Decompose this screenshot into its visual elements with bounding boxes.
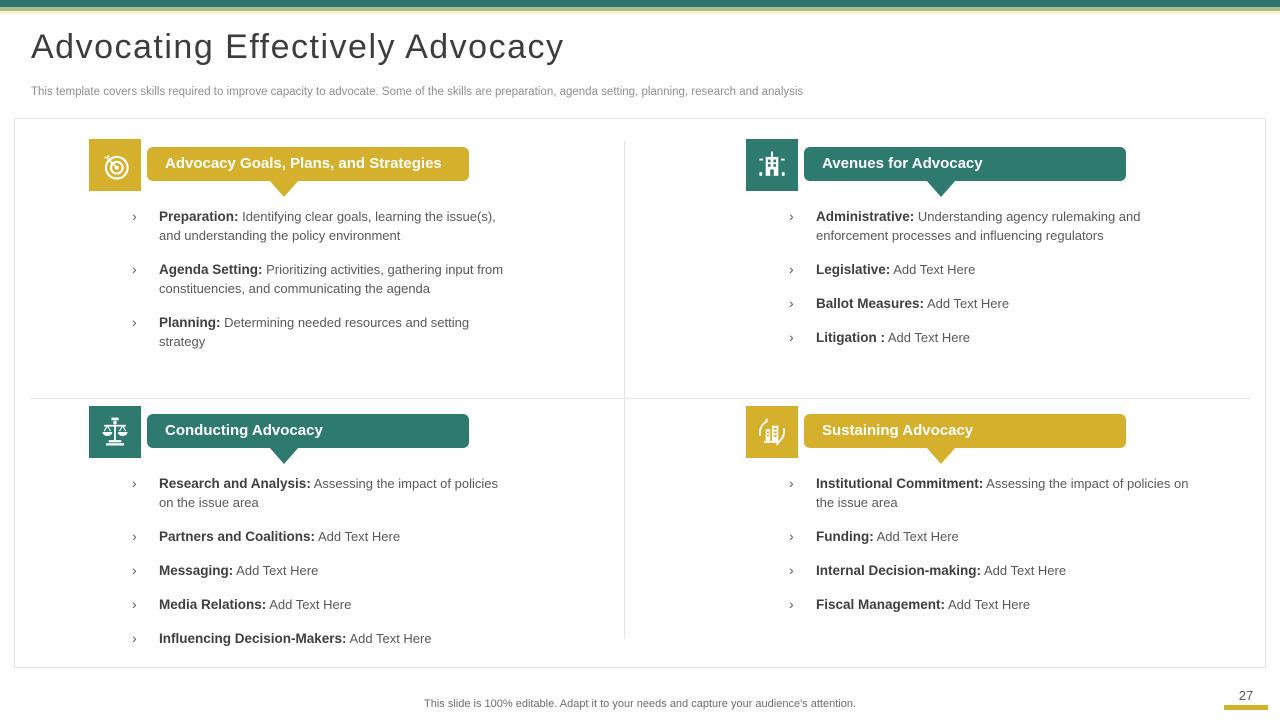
chevron-bullet-icon: › — [132, 562, 137, 578]
quadrant-sustaining — [746, 406, 1246, 629]
page-number-underline — [1224, 705, 1268, 710]
chevron-bullet-icon: › — [789, 562, 794, 578]
list-item — [132, 629, 589, 648]
quadrant-advocacy-goals — [89, 139, 589, 366]
chevron-bullet-icon: › — [789, 295, 794, 311]
government-building-icon — [746, 139, 798, 191]
quadrant-header — [89, 139, 589, 191]
chevron-bullet-icon: › — [789, 208, 794, 224]
list-item-text: Internal Decision-making: Add Text Here — [816, 563, 1067, 578]
top-teal-bar — [0, 0, 1280, 7]
chevron-bullet-icon: › — [789, 596, 794, 612]
sustainable-building-icon — [746, 406, 798, 458]
list-item — [132, 527, 589, 546]
list-item — [789, 260, 1246, 279]
bullet-list — [746, 474, 1246, 614]
bullet-list — [746, 207, 1246, 347]
list-item-text: Messaging: Add Text Here — [159, 563, 319, 578]
list-item-text: Partners and Coalitions: Add Text Here — [159, 529, 401, 544]
list-item-text: Preparation: Identifying clear goals, learning the issue(s), and understanding the policy environment — [159, 209, 496, 243]
chevron-bullet-icon: › — [132, 528, 137, 544]
list-item — [132, 207, 589, 245]
list-item-text: Planning: Determining needed resources and setting strategy — [159, 315, 470, 349]
list-item-text: Legislative: Add Text Here — [816, 262, 976, 277]
quadrant-header — [746, 406, 1246, 458]
scales-of-justice-icon — [89, 406, 141, 458]
list-item — [132, 313, 589, 351]
quadrant-header — [746, 139, 1246, 191]
section-banner: Sustaining Advocacy — [804, 414, 1126, 448]
list-item — [132, 474, 589, 512]
page-number: 27 — [1238, 688, 1254, 703]
list-item — [789, 474, 1246, 512]
list-item-text: Media Relations: Add Text Here — [159, 597, 352, 612]
content-panel — [14, 118, 1266, 668]
chevron-bullet-icon: › — [789, 261, 794, 277]
horizontal-divider — [31, 398, 1251, 399]
chevron-bullet-icon: › — [789, 329, 794, 345]
list-item — [789, 328, 1246, 347]
vertical-divider — [624, 141, 625, 639]
bullet-list — [89, 474, 589, 648]
section-banner: Conducting Advocacy — [147, 414, 469, 448]
list-item — [132, 561, 589, 580]
bullet-list — [89, 207, 589, 351]
quadrant-conducting — [89, 406, 589, 663]
list-item-text: Ballot Measures: Add Text Here — [816, 296, 1010, 311]
list-item — [789, 561, 1246, 580]
list-item — [132, 260, 589, 298]
target-icon — [89, 139, 141, 191]
list-item-text: Research and Analysis: Assessing the impact of policies on the issue area — [159, 476, 498, 510]
chevron-bullet-icon: › — [132, 630, 137, 646]
quadrant-header — [89, 406, 589, 458]
section-banner: Avenues for Advocacy — [804, 147, 1126, 181]
list-item — [132, 595, 589, 614]
quadrant-avenues — [746, 139, 1246, 362]
list-item — [789, 207, 1246, 245]
list-item-text: Fiscal Management: Add Text Here — [816, 597, 1031, 612]
list-item-text: Litigation : Add Text Here — [816, 330, 971, 345]
list-item — [789, 595, 1246, 614]
list-item-text: Institutional Commitment: Assessing the impact of policies on the issue area — [816, 476, 1189, 510]
list-item-text: Influencing Decision-Makers: Add Text Here — [159, 631, 432, 646]
chevron-bullet-icon: › — [132, 261, 137, 277]
chevron-bullet-icon: › — [789, 528, 794, 544]
section-banner: Advocacy Goals, Plans, and Strategies — [147, 147, 469, 181]
chevron-bullet-icon: › — [132, 208, 137, 224]
list-item-text: Administrative: Understanding agency rulemaking and enforcement processes and influencing regulators — [816, 209, 1141, 243]
page-title: Advocating Effectively Advocacy — [31, 28, 565, 66]
page-subtitle: This template covers skills required to improve capacity to advocate. Some of the skills are preparation, agenda setting, planning, research and analysis — [31, 86, 804, 98]
list-item-text: Funding: Add Text Here — [816, 529, 959, 544]
chevron-bullet-icon: › — [132, 596, 137, 612]
chevron-bullet-icon: › — [132, 314, 137, 330]
list-item — [789, 527, 1246, 546]
chevron-bullet-icon: › — [132, 475, 137, 491]
top-pale-bar — [0, 11, 1280, 14]
list-item — [789, 294, 1246, 313]
footer-note: This slide is 100% editable. Adapt it to your needs and capture your audience's attention. — [424, 698, 856, 710]
list-item-text: Agenda Setting: Prioritizing activities, gathering input from constituencies, and communicating the agenda — [159, 262, 504, 296]
chevron-bullet-icon: › — [789, 475, 794, 491]
